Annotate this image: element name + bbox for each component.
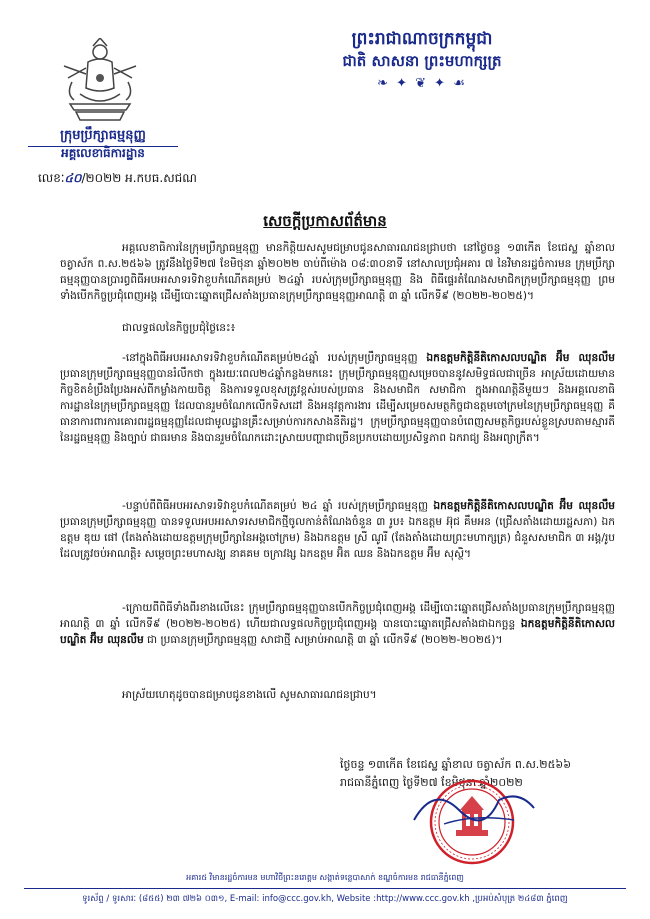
p4-text-start: -បន្ទាប់ពីពិធីអបអរសាទរទិវាខួបកំណើតគម្រប់ ២៤ ឆ្នាំ របស់ក្រុមប្រឹក្សាធម្មនុញ្ញ xyxy=(122,500,434,512)
gregorian-date: រាជធានីភ្នំពេញ ថ្ងៃទី២៧ ខែមិថុនា ឆ្នាំ២០២២ xyxy=(340,776,523,789)
paragraph-new-members xyxy=(60,498,615,562)
p5-text-start: -ក្រោយពីពិធីទាំងពីរខាងលើនេះ ក្រុមប្រឹក្សាធម្មនុញ្ញបានបើកកិច្ចប្រជុំពេញអង្គ ដើម្បីបោះឆ្នោតជ្រើសតាំងប្រធានក្រុមប្រឹក្សាធម្មនុញ្ញអាណត្តិ ៣ ឆ្នាំ លើកទី៩ (២០២២-២០២៥) ហើយជាលទ្ធផលកិច្ចប្រជុំពេញអង្គ បានបោះឆ្នោតជ្រើសតាំងជាឯកច្ឆន្ទ xyxy=(60,602,615,630)
paragraph-election xyxy=(60,600,615,648)
kingdom-title: ព្រះរាជាណាចក្រកម្ពុជា xyxy=(351,29,493,49)
p4-text-end: ប្រធានក្រុមប្រឹក្សាធម្មនុញ្ញ បានទទួលអបអរសាទរសមាជិកថ្មីចូលកាន់តំណែងចំនួន ៣ រូប៖ ឯកឧត្តម អ៊ុជ គឹមអន (ជ្រើសតាំងដោយរដ្ឋសភា) ឯកឧត្តម ឌុយ ផៅ (តែងតាំងដោយឧត្តមក្រុមប្រឹក្សានៃអង្គចៅក្រម) និងឯកឧត្តម ស្រី ណូរី (តែងតាំងដោយព្រះមហាក្សត្រ) ជំនួសសមាជិក ៣ អង្គ/រូប ដែលត្រូវចប់អាណត្តិ៖ សម្ដេចព្រះមហាសង្ឃ នាគគម ចក្រាវង្ស ឯកឧត្តម អ៊ិត ឈន និងឯកឧត្តម អ៊ឹម សុស្ថិ។ xyxy=(60,516,615,560)
p5-president-name: ឯកឧត្តមកិត្តិនីតិកោសលបណ្ឌិត អ៊ឹម ឈុនលឹម xyxy=(60,618,615,646)
council-name: ក្រុមប្រឹក្សាធម្មនុញ្ញ xyxy=(28,127,178,147)
paragraph-anniversary xyxy=(60,350,615,446)
p3-text-end: ប្រធានក្រុមប្រឹក្សាធម្មនុញ្ញបានរំលឹកថា ក្នុងរយៈពេល២៤ឆ្នាំកន្លងមកនេះ ក្រុមប្រឹក្សាធម្មនុញ្ញសម្រេចបាននូវសមិទ្ធផលជាច្រើន អាស្រ័យដោយមានកិច្ចខិតខំប្រឹងប្រែងអស់ពីកម្លាំងកាយចិត្ត និងការទទួលខុសត្រូវខ្ពស់របស់ប្រធាន និងសមាជិក សមាជិកា ក្នុងអាណត្តិនីមួយៗ និងអគ្គលេខាធិការដ្ឋាននៃក្រុមប្រឹក្សាធម្មនុញ្ញ ដែលបានរួមចំណែកលើកទិសដៅ និងអនុវត្តការងារ ដើម្បីសម្រេចសមត្ថកិច្ចជាឧត្តមចៅក្រមនៃក្រុមប្រឹក្សាធម្មនុញ្ញ គឺធានាការពារការគោរពរដ្ឋធម្មនុញ្ញដែលជាមូលដ្ឋានគ្រឹះសម្រាប់ការកសាងនីតិរដ្ឋ។ ក្រុមប្រឹក្សាធម្មនុញ្ញបានបំពេញសមត្ថកិច្ចរបស់ខ្លួនស្របតាមស្មារតីនៃរដ្ឋធម្មនុញ្ញ និងច្បាប់ ជាធរមាន និងបានរួមចំណែកដោះស្រាយបញ្ហាជាច្រើនប្រកបដោយប្រសិទ្ធភាព ឯករាជ្យ និងអព្យាក្រឹត។ xyxy=(60,368,615,444)
footer-divider xyxy=(24,888,626,889)
footer-address: អគារ៥ វិមានរដ្ឋចំការមន មហាវិថីព្រះនរោត្តម សង្កាត់ទន្លេបាសាក់ ខណ្ឌចំការមន រាជធានីភ្នំពេញ xyxy=(186,873,464,882)
p3-text-start: -នៅក្នុងពិធីអបអរសាទរទិវាខួបកំណើតគម្រប់២៤ឆ្នាំ របស់ក្រុមប្រឹក្សាធម្មនុញ្ញ xyxy=(122,352,427,364)
ref-prefix: លេខៈ xyxy=(38,171,65,185)
paragraph-closing: អាស្រ័យហេតុដូចបានជម្រាបជូនខាងលើ សូមសាធារណជនជ្រាប។ xyxy=(122,689,377,701)
p5-text-end: ជា ប្រធានក្រុមប្រឹក្សាធម្មនុញ្ញ សាជាថ្មី សម្រាប់អាណត្តិ ៣ ឆ្នាំ លើកទី៩ (២០២២-២០២៥)។ xyxy=(143,634,503,646)
secretariat-name: អគ្គលេខាធិការដ្ឋាន xyxy=(61,146,145,160)
paragraph-results-lead: ជាលទ្ធផលនៃកិច្ចប្រជុំថ្ងៃនេះ៖ xyxy=(122,322,236,334)
reference-number xyxy=(38,170,197,188)
ref-handwritten-number: ៤០ xyxy=(64,171,82,185)
p4-president-name: ឯកឧត្តមកិត្តិនីតិកោសលបណ្ឌិត អ៊ឹម ឈុនលឹម xyxy=(433,500,616,512)
national-motto: ជាតិ សាសនា ព្រះមហាក្សត្រ xyxy=(342,52,502,70)
paragraph-intro: អគ្គលេខាធិការនៃក្រុមប្រឹក្សាធម្មនុញ្ញ មានកិត្តិយសសូមជម្រាបជូនសាធារណជនជ្រាបថា នៅថ្ងៃចន្ទ ១៣កើត ខែជេស្ឋ ឆ្នាំខាល ចត្វាស័ក ព.ស.២៥៦៦ ត្រូវនឹងថ្ងៃទី២៧ ខែមិថុនា ឆ្នាំ២០២២ ចាប់ពីម៉ោង ០៨:៣០នាទី នៅសាលប្រជុំអគារ ៧ នៃវិមានរដ្ឋចំការមន ក្រុមប្រឹក្សាធម្មនុញ្ញបានប្រារព្ធពិធីអបអរសាទរទិវាខួបកំណើតគម្រប់ ២៤ឆ្នាំ របស់ក្រុមប្រឹក្សាធម្មនុញ្ញ និង ពិធីផ្ទេរតំណែងសមាជិកក្រុមប្រឹក្សាធម្មនុញ្ញ ព្រមទាំងបើកកិច្ចប្រជុំពេញអង្គ ដើម្បីបោះឆ្នោតជ្រើសតាំងប្រធានក្រុមប្រឹក្សាធម្មនុញ្ញអាណត្តិ ៣ ឆ្នាំ លើកទី៩ (២០២២-២០២៥)។ xyxy=(60,242,615,302)
p3-president-name: ឯកឧត្តមកិត្តិនីតិកោសលបណ្ឌិត អ៊ឹម ឈុនលឹម xyxy=(426,352,615,364)
header-ornament: ❧ ✦ ❦ ✦ ☙ xyxy=(377,76,467,91)
footer-contact: ទូរស័ព្ទ / ទូរសារៈ (៨៥៥) ២៣ ៧២៦ ០៣១, E-mail: info@ccc.gov.kh, Website :http://www.ccc.gov.kh ,ប្រអប់សំបុត្រ ២៤៨៣ ភ្នំពេញ xyxy=(82,894,568,904)
lunar-date: ថ្ងៃចន្ទ ១៣កើត ខែជេស្ឋ ឆ្នាំខាល ចត្វាស័ក ព.ស.២៥៦៦ xyxy=(340,758,571,771)
signature-icon xyxy=(404,780,544,830)
ref-suffix: /២០២២ អ.កបធ.សជណ xyxy=(81,171,197,185)
document-title: សេចក្ដីប្រកាសព័ត៌មាន xyxy=(263,212,387,230)
council-emblem-icon xyxy=(50,38,150,128)
